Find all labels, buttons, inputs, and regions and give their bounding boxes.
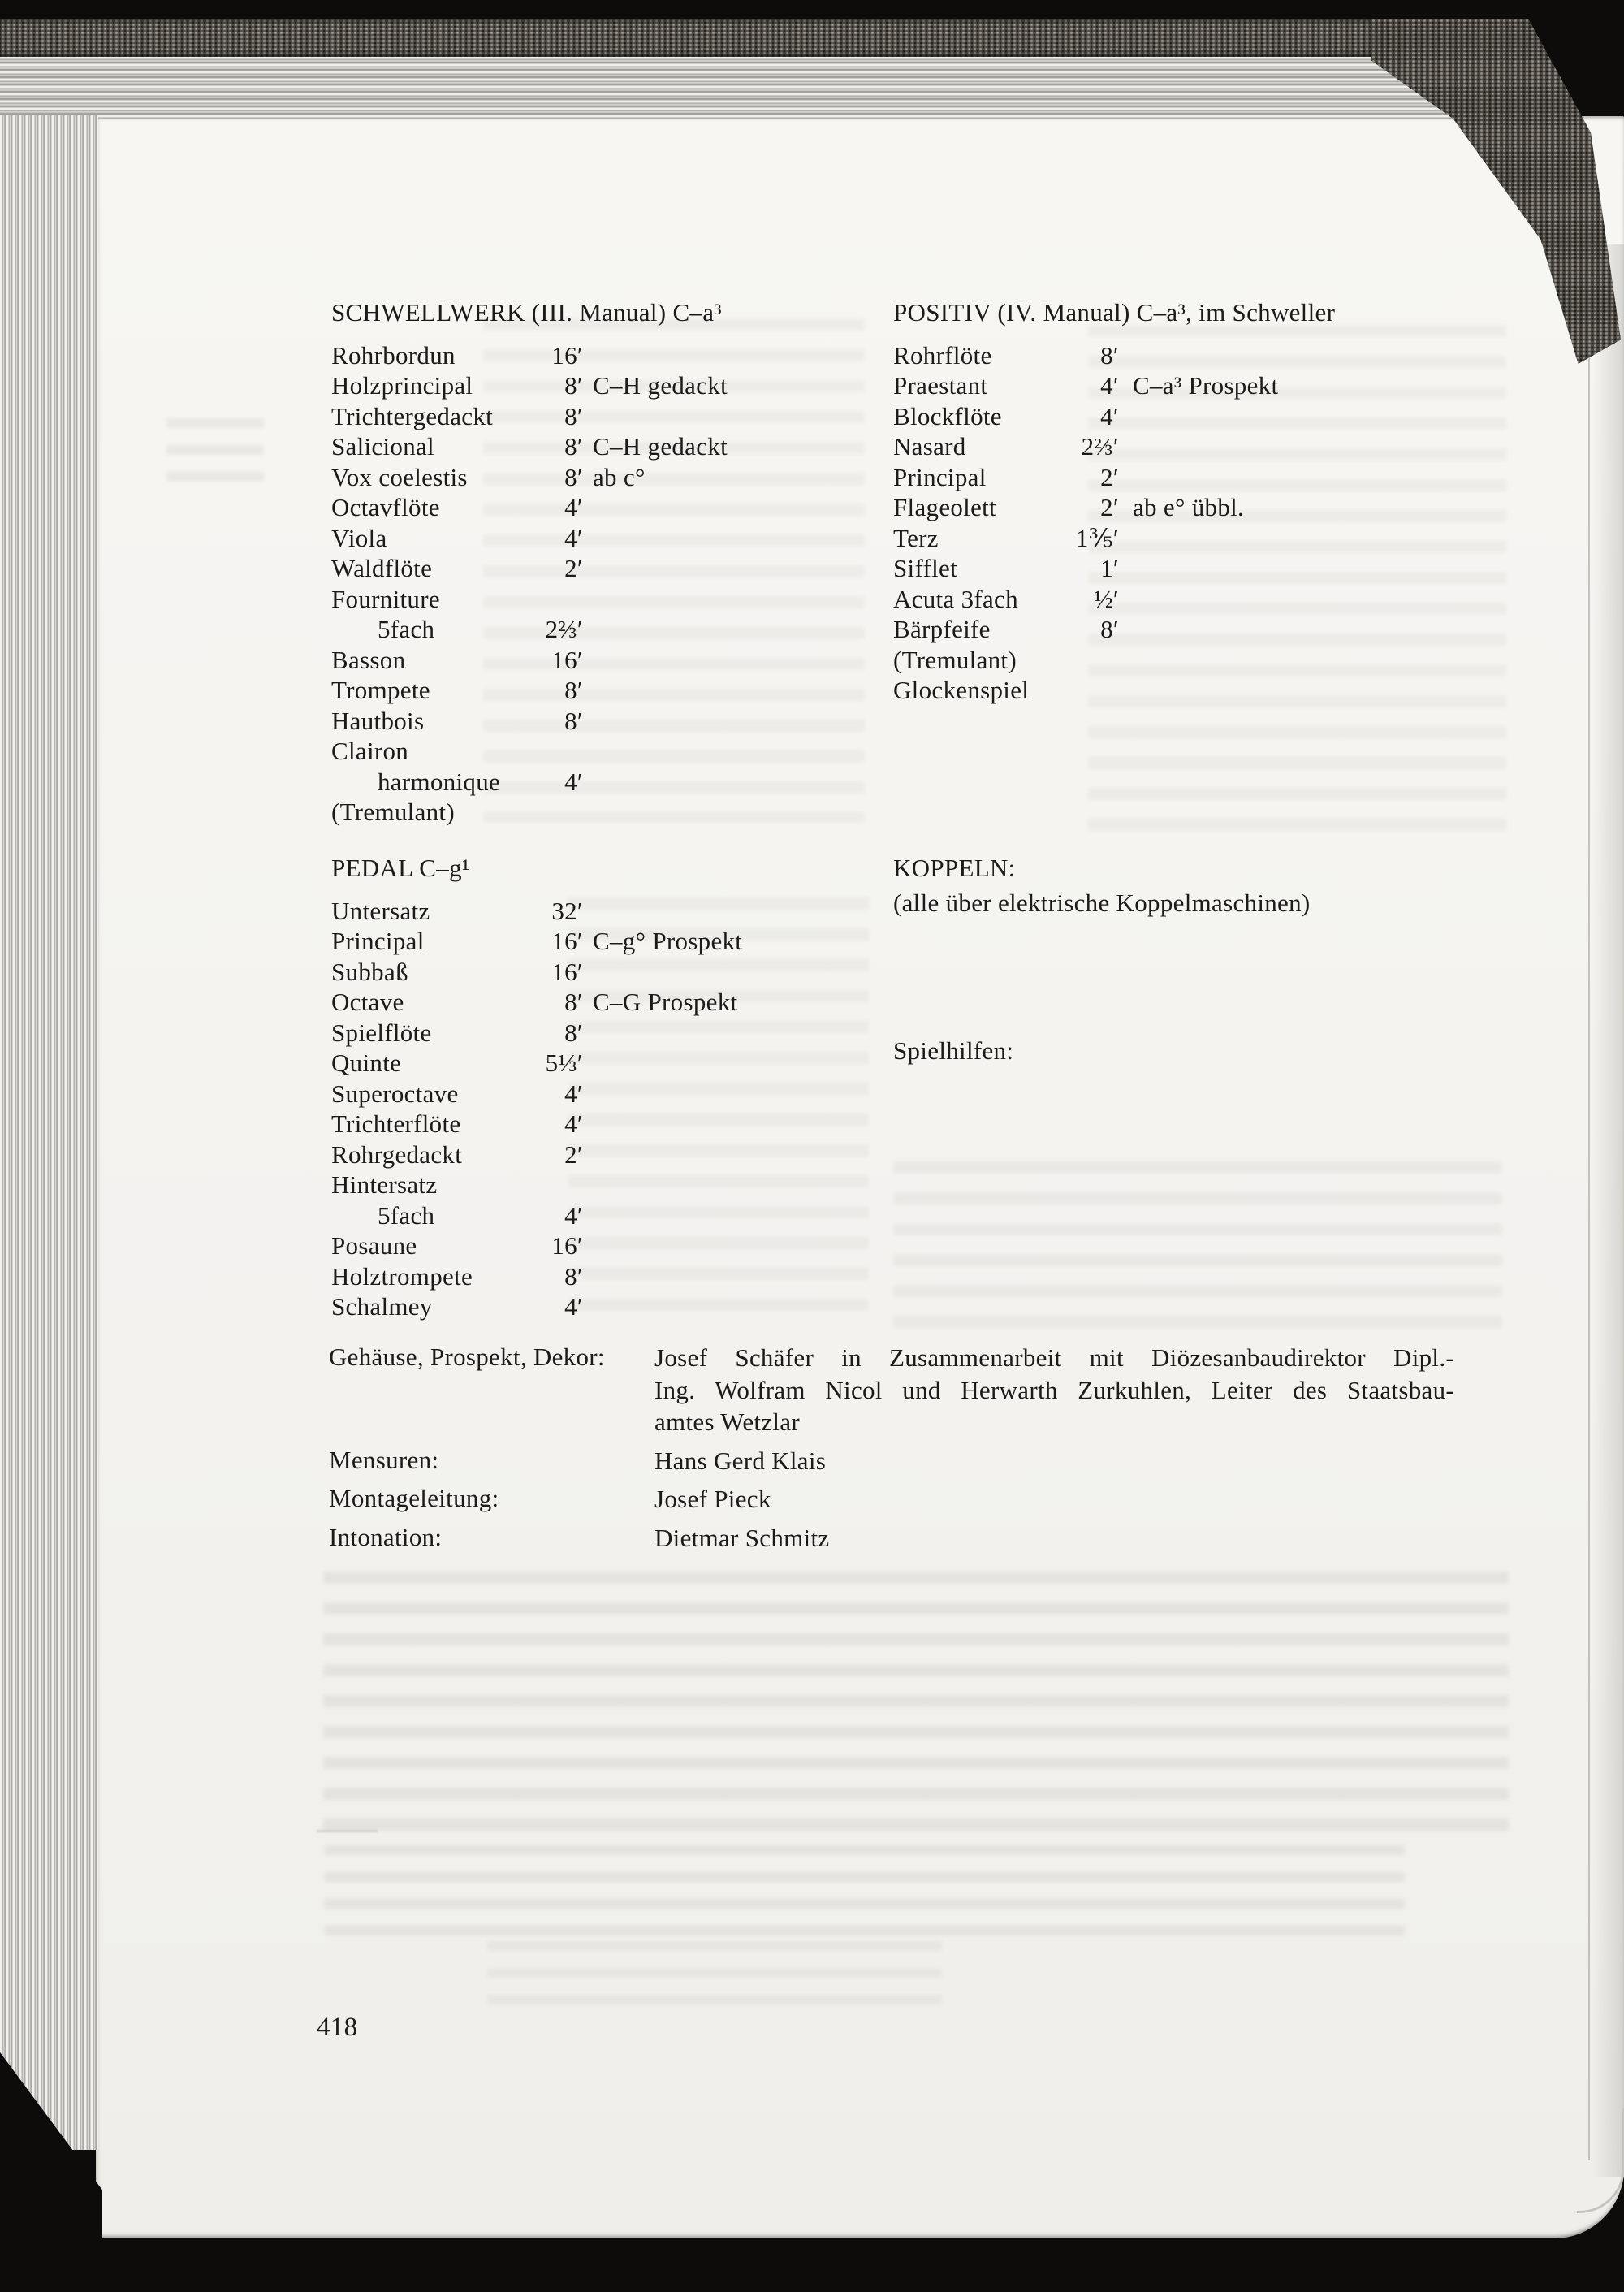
stop-pitch: 8′: [1100, 615, 1119, 643]
page-number: 418: [317, 2013, 358, 2042]
stop-row: [331, 401, 900, 432]
stop-pitch: 4′: [564, 523, 583, 552]
stop-name: Sifflet: [893, 554, 958, 582]
spielhilfen-title: Spielhilfen:: [893, 1036, 1014, 1065]
stop-pitch: 2⅔′: [545, 615, 583, 643]
stop-pitch: 2′: [1100, 462, 1119, 491]
stop-name: Posaune: [331, 1231, 417, 1260]
stop-pitch: 1′: [1100, 554, 1119, 582]
stop-pitch: 8′: [564, 1018, 583, 1047]
stop-pitch: 2′: [1100, 493, 1119, 521]
stop-pitch: 4′: [564, 1109, 583, 1138]
stop-pitch: 8′: [564, 676, 583, 704]
stop-row: [893, 614, 1543, 645]
stop-name: Clairon: [331, 737, 409, 765]
stop-pitch: 16′: [551, 645, 583, 674]
stop-name: Holzprincipal: [331, 371, 473, 400]
stop-pitch: 8′: [564, 432, 583, 461]
stop-row: [331, 584, 900, 615]
koppeln-subtitle: (alle über elektrische Koppelmaschinen): [893, 888, 1311, 917]
stop-name: (Tremulant): [331, 798, 455, 826]
stop-name: Flageolett: [893, 493, 996, 521]
page-stack-left-edges: [0, 115, 98, 2150]
spielhilfen-lines: [893, 1078, 1543, 1139]
pedal-stop-list: [331, 896, 900, 1322]
stop-pitch: 5⅓′: [545, 1049, 583, 1077]
credit-row: [329, 1342, 1462, 1438]
stop-note: C–H gedackt: [593, 371, 728, 400]
stop-note: C–g° Prospekt: [593, 927, 743, 955]
stop-name: (Tremulant): [893, 645, 1017, 674]
credit-value: [654, 1342, 1454, 1438]
stop-row: [893, 553, 1543, 584]
stop-row: [331, 340, 900, 371]
koppeln-lines: [893, 930, 1543, 1022]
credit-value-line: Ing. Wolfram Nicol und Herwarth Zurkuhlen, Leiter des Staatsbau-: [654, 1375, 1454, 1404]
stop-name: Waldflöte: [331, 554, 433, 582]
stop-row: [331, 1200, 900, 1231]
stop-name: 5fach: [378, 615, 435, 643]
stop-pitch: 8′: [564, 1261, 583, 1291]
stop-pitch: 8′: [564, 706, 583, 735]
credit-value-line: Josef Pieck: [654, 1485, 771, 1513]
stop-row: [331, 614, 900, 645]
stop-name: Trichterflöte: [331, 1109, 461, 1138]
stop-row: [331, 431, 900, 462]
stop-pitch: 2⅔′: [1081, 432, 1119, 461]
stop-row: [331, 492, 900, 523]
stop-note: C–G Prospekt: [593, 988, 738, 1016]
credit-value-line: Josef Schäfer in Zusammenarbeit mit Diözesanbaudirektor Dipl.-: [654, 1343, 1454, 1372]
stop-name: Fourniture: [331, 584, 440, 613]
stop-row: [331, 1018, 900, 1049]
stop-pitch: 16′: [551, 957, 583, 986]
stop-name: Acuta 3fach: [893, 584, 1018, 613]
koppeln-line: [893, 991, 1543, 1022]
stop-pitch: 4′: [564, 493, 583, 521]
stop-note: ab e° übbl.: [1133, 493, 1245, 521]
stop-note: C–a³ Prospekt: [1133, 371, 1279, 400]
stop-pitch: ½′: [1094, 584, 1119, 613]
stop-name: Octave: [331, 988, 404, 1016]
stop-row: [331, 1170, 900, 1200]
koppeln-line: [893, 961, 1543, 992]
stop-row: [331, 1140, 900, 1170]
page-right-edge-shading: [1592, 244, 1624, 2177]
stop-name: Superoctave: [331, 1079, 459, 1108]
section-credits: [329, 1342, 1462, 1554]
positiv-title: POSITIV (IV. Manual) C–a³, im Schweller: [893, 298, 1336, 327]
stop-pitch: 32′: [551, 896, 583, 925]
stop-row: [331, 1048, 900, 1079]
stop-row: [331, 957, 900, 988]
ghost-footnote-block: [487, 1941, 942, 2006]
koppeln-title: KOPPELN:: [893, 854, 1016, 882]
stop-note: C–H gedackt: [593, 432, 728, 461]
stop-name: Praestant: [893, 371, 988, 400]
spacer: [893, 1066, 1543, 1078]
stop-pitch: 8′: [564, 401, 583, 430]
stop-name: Hintersatz: [331, 1170, 438, 1199]
stop-row: [331, 896, 900, 927]
stop-row: [331, 1261, 900, 1292]
spielhilfen-line: [893, 1109, 1543, 1140]
stop-pitch: 8′: [564, 988, 583, 1016]
stop-pitch: 2′: [564, 1140, 583, 1169]
stop-name: Blockflöte: [893, 401, 1002, 430]
stop-row: [331, 797, 900, 828]
stop-row: [893, 340, 1543, 371]
stop-name: Bärpfeife: [893, 615, 991, 643]
stop-row: [331, 736, 900, 767]
stop-name: Trompete: [331, 676, 430, 704]
stop-pitch: 4′: [1100, 401, 1119, 430]
stop-row: [331, 370, 900, 401]
stop-pitch: 1⅗′: [1075, 523, 1119, 552]
stop-pitch: 4′: [564, 1200, 583, 1230]
stop-row: [331, 926, 900, 957]
stop-row: [893, 401, 1543, 432]
stop-row: [893, 431, 1543, 462]
section-schwellwerk: [331, 297, 900, 828]
stop-name: Spielflöte: [331, 1018, 432, 1047]
stop-name: Salicional: [331, 432, 434, 461]
ghost-text-block: [893, 1161, 1502, 1332]
credit-row: [329, 1522, 1462, 1555]
credit-row: [329, 1483, 1462, 1516]
page-stack-top-edges: [0, 57, 1538, 119]
stop-name: Trichtergedackt: [331, 401, 494, 430]
ghost-footnote-block: [325, 1845, 1405, 1939]
positiv-stop-list: [893, 340, 1543, 706]
stop-name: Basson: [331, 645, 406, 674]
stop-name: Principal: [331, 927, 425, 955]
spacer: [893, 1022, 1543, 1036]
stop-name: Schalmey: [331, 1292, 433, 1321]
stop-row: [893, 645, 1543, 676]
section-positiv: [893, 297, 1543, 706]
stop-row: [893, 462, 1543, 493]
stop-name: Terz: [893, 523, 939, 552]
stop-pitch: 4′: [1100, 371, 1119, 400]
ghost-text-margin-note: [166, 418, 264, 483]
stop-name: Holztrompete: [331, 1261, 473, 1291]
stop-name: Glockenspiel: [893, 676, 1030, 704]
credit-label: Intonation:: [329, 1522, 443, 1551]
book-cover-cloth-edge: [0, 19, 1385, 58]
stop-name: Vox coelestis: [331, 462, 468, 491]
ghost-text-block: [323, 1572, 1509, 1831]
credit-label: Mensuren:: [329, 1445, 439, 1474]
stop-row: [893, 370, 1543, 401]
stop-name: Quinte: [331, 1049, 402, 1077]
stop-name: Viola: [331, 523, 387, 552]
stop-pitch: 8′: [1100, 340, 1119, 370]
stop-row: [331, 523, 900, 554]
stop-row: [331, 675, 900, 706]
schwellwerk-title: SCHWELLWERK (III. Manual) C–a³: [331, 298, 722, 327]
stop-row: [331, 1109, 900, 1140]
stop-name: Hautbois: [331, 706, 425, 735]
stop-name: Rohrbordun: [331, 340, 456, 370]
stop-name: Octavflöte: [331, 493, 440, 521]
credit-value: [654, 1522, 1454, 1555]
stop-row: [331, 462, 900, 493]
page-fore-edge-crease: [1588, 349, 1590, 2160]
credit-value: [654, 1483, 1454, 1516]
stop-pitch: 16′: [551, 1231, 583, 1260]
credit-value: [654, 1445, 1454, 1477]
credit-value-line: amtes Wetzlar: [654, 1408, 801, 1436]
stop-row: [331, 706, 900, 737]
stop-row: [331, 553, 900, 584]
stop-row: [331, 987, 900, 1018]
stop-pitch: 8′: [564, 371, 583, 400]
stop-pitch: 4′: [564, 1292, 583, 1321]
stop-row: [331, 1079, 900, 1109]
section-koppeln: [893, 853, 1543, 1139]
credit-value-line: Hans Gerd Klais: [654, 1446, 827, 1475]
stop-name: Principal: [893, 462, 987, 491]
stop-name: Untersatz: [331, 896, 430, 925]
stop-pitch: 2′: [564, 554, 583, 582]
credit-label: Montageleitung:: [329, 1484, 499, 1512]
stop-note: ab c°: [593, 462, 646, 491]
ghost-footnote-rule: [317, 1830, 378, 1832]
spielhilfen-line: [893, 1078, 1543, 1109]
stop-name: Subbaß: [331, 957, 408, 986]
credit-row: [329, 1445, 1462, 1477]
stop-pitch: 8′: [564, 462, 583, 491]
stop-row: [331, 1291, 900, 1322]
spacer: [893, 918, 1543, 930]
stop-row: [893, 584, 1543, 615]
stop-pitch: 4′: [564, 767, 583, 796]
stop-name: harmonique: [378, 767, 501, 796]
stop-row: [331, 767, 900, 798]
stop-name: Rohrflöte: [893, 340, 992, 370]
stop-pitch: 16′: [551, 927, 583, 955]
pedal-title: PEDAL C–g¹: [331, 854, 470, 882]
stop-row: [893, 523, 1543, 554]
koppeln-line: [893, 930, 1543, 961]
stop-name: Rohrgedackt: [331, 1140, 463, 1169]
stop-row: [893, 675, 1543, 706]
stop-name: 5fach: [378, 1200, 435, 1230]
credit-value-line: Dietmar Schmitz: [654, 1523, 830, 1552]
stop-pitch: 16′: [551, 340, 583, 370]
stop-row: [893, 492, 1543, 523]
credit-label: Gehäuse, Prospekt, Dekor:: [329, 1343, 605, 1371]
section-pedal: [331, 853, 900, 1322]
stop-name: Nasard: [893, 432, 966, 461]
stop-pitch: 4′: [564, 1079, 583, 1108]
schwellwerk-stop-list: [331, 340, 900, 828]
stop-row: [331, 1230, 900, 1261]
stop-row: [331, 645, 900, 676]
